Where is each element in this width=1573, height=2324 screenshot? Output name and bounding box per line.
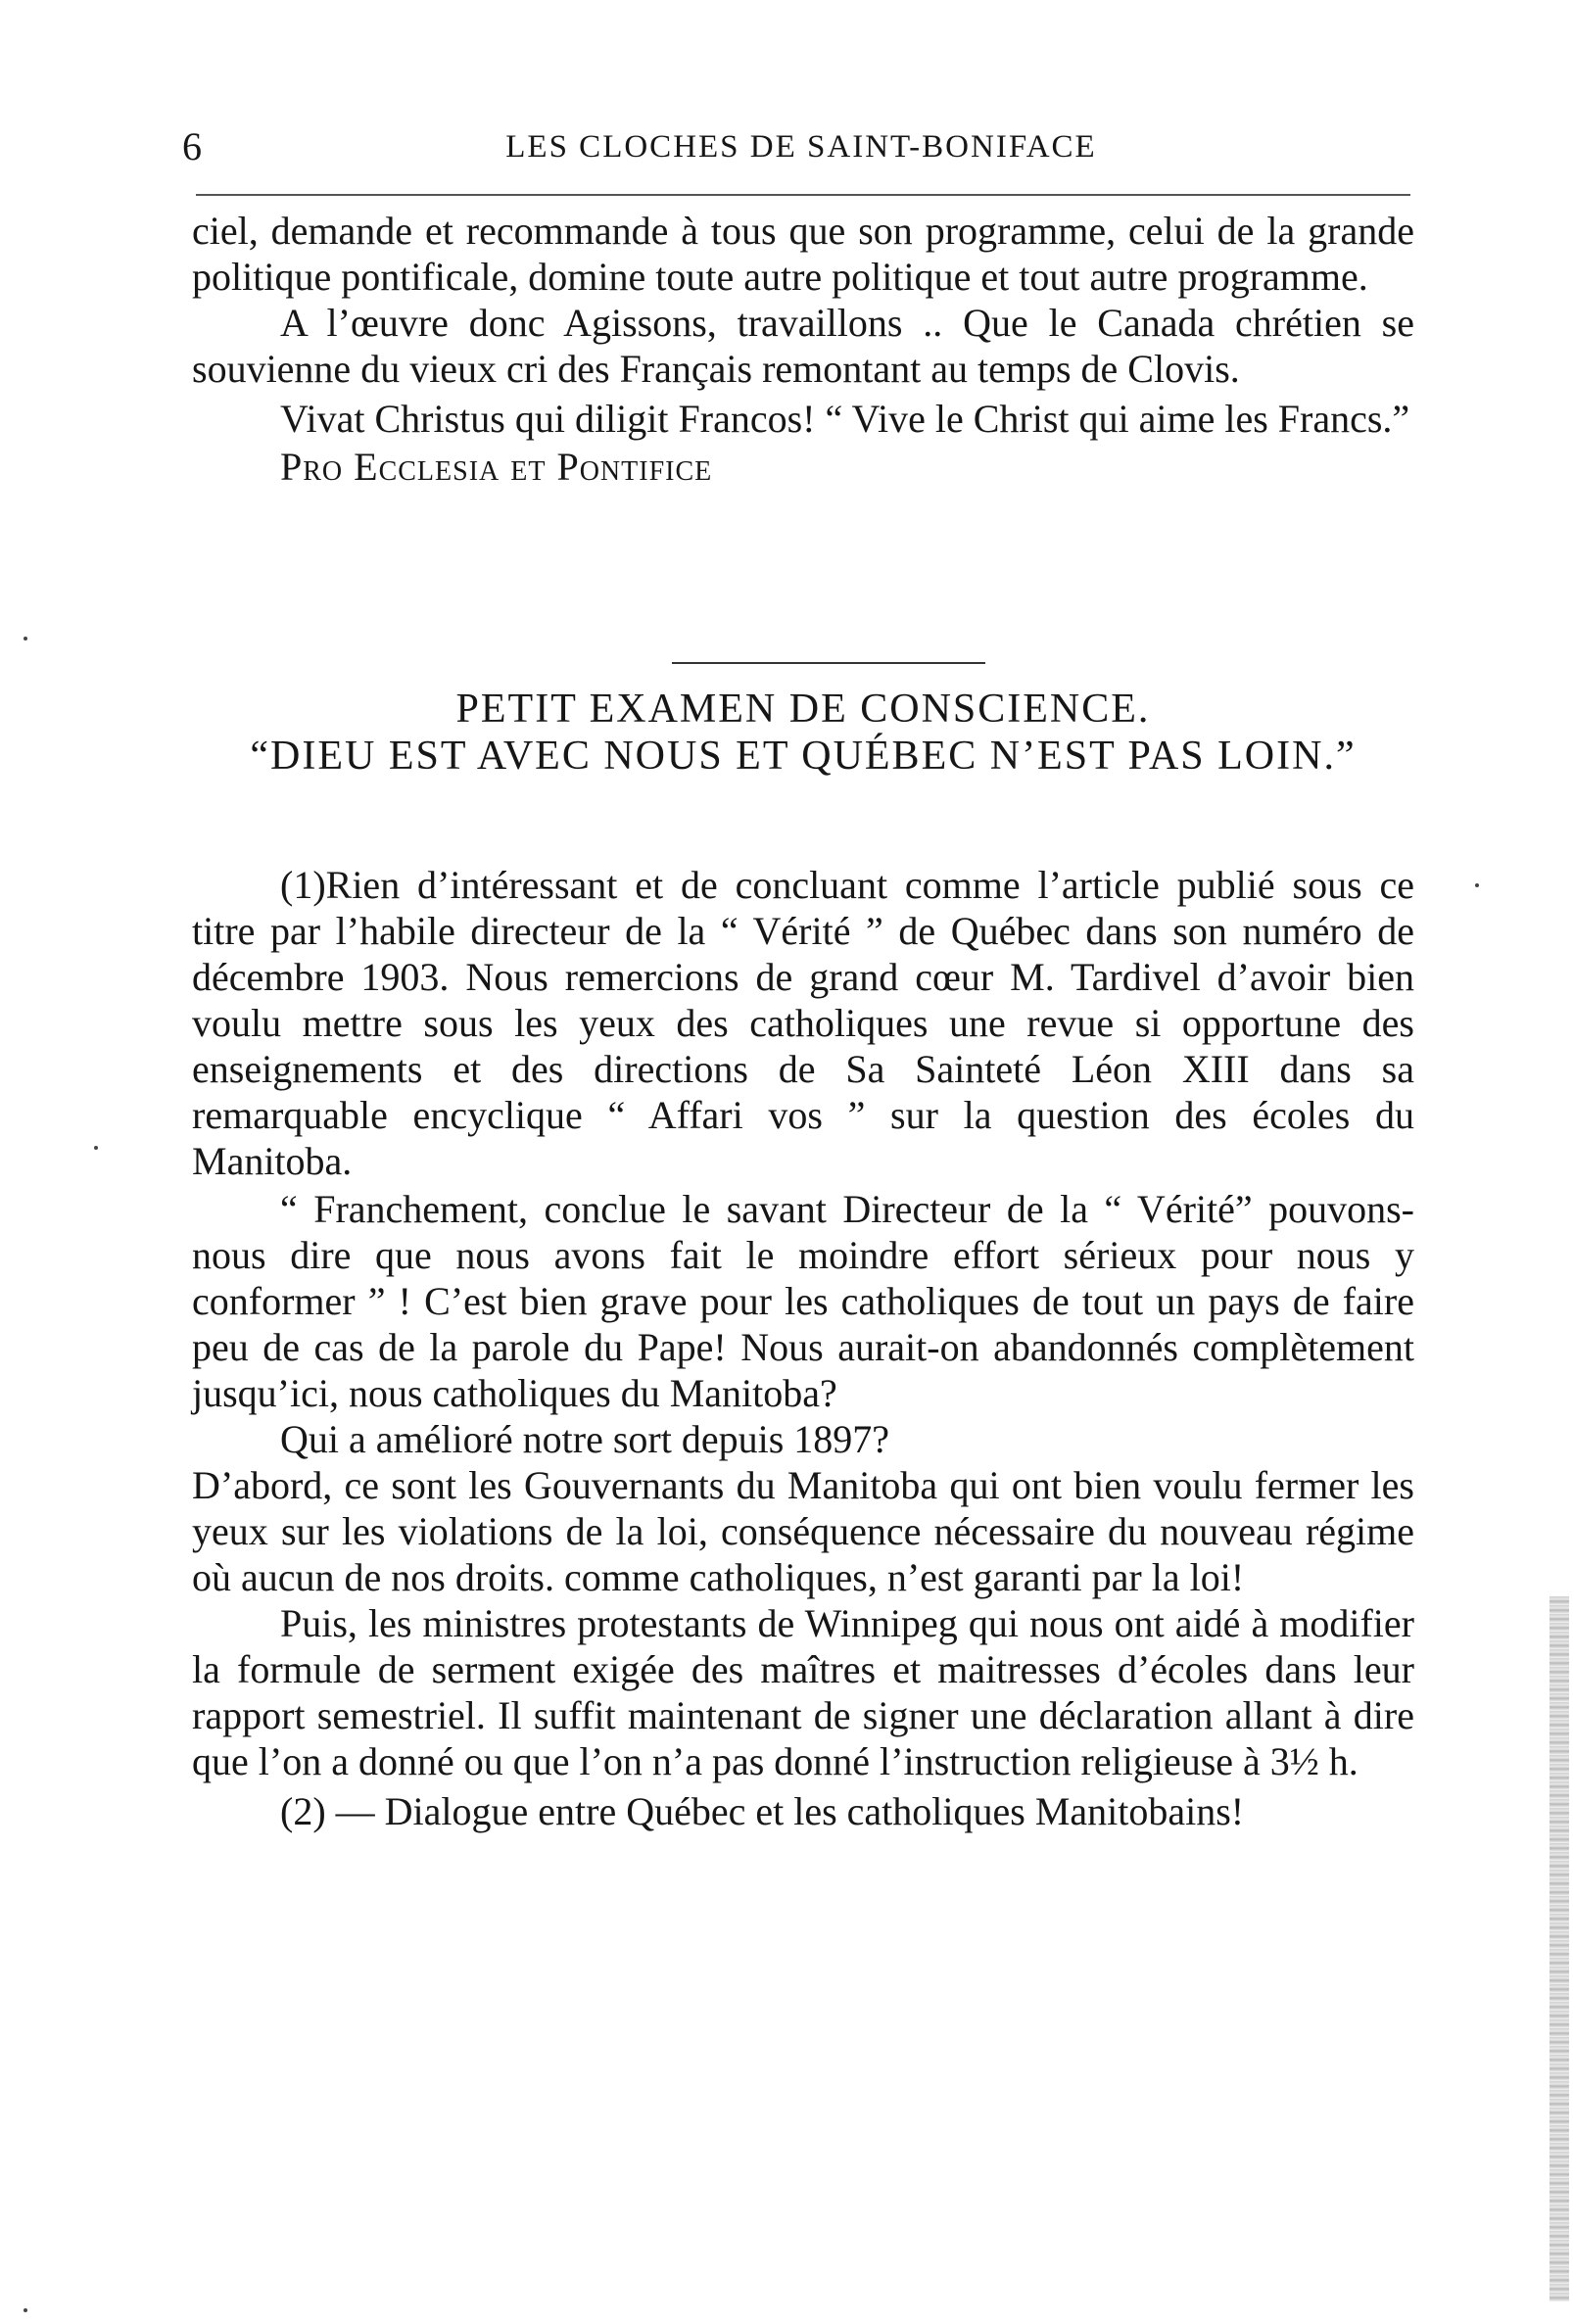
top-text-block bbox=[192, 208, 1414, 490]
page-number: 6 bbox=[182, 124, 202, 168]
paragraph: ciel, demande et recommande à tous que son programme, celui de la grande politique pontificale, domine toute autre politique et tout autre programme. bbox=[192, 209, 1414, 299]
paragraph: A l’œuvre donc Agissons, travaillons .. Que le Canada chrétien se souvienne du vieux cri des Français remontant au temps de Clovis. bbox=[192, 301, 1414, 391]
article-body bbox=[192, 862, 1414, 1834]
section-divider bbox=[672, 662, 985, 664]
running-title: LES CLOCHES DE SAINT-BONIFACE bbox=[505, 129, 1097, 165]
scan-speck bbox=[94, 1146, 98, 1150]
paragraph: D’abord, ce sont les Gouvernants du Manitoba qui ont bien voulu fermer les yeux sur les violations de la loi, conséquence nécessaire du nouveau régime où aucun de nos droits. comme catholiques, n’est garanti par la loi! bbox=[192, 1463, 1414, 1599]
paragraph: Puis, les ministres protestants de Winnipeg qui nous ont aidé à modifier la formule de serment exigée des maîtres et maitresses d’écoles dans leur rapport semestriel. Il suffit maintenant de signer une déclaration allant à dire que l’on a donné ou que l’on n’a pas donné l’instruction religieuse à 3½ h. bbox=[192, 1601, 1414, 1783]
scan-speck bbox=[24, 2308, 27, 2312]
scan-speck bbox=[1475, 883, 1479, 887]
paragraph: Vivat Christus qui diligit Francos! “ Vive le Christ qui aime les Francs.” bbox=[280, 397, 1410, 441]
article-title-line-2: “DIEU EST AVEC NOUS ET QUÉBEC N’EST PAS LOIN.” bbox=[250, 734, 1357, 779]
scan-edge-noise bbox=[1549, 1596, 1569, 2301]
article-title bbox=[192, 686, 1414, 780]
paragraph: (1)Rien d’intéressant et de concluant comme l’article publié sous ce titre par l’habile directeur de la “ Vérité ” de Québec dans son numéro de décembre 1903. Nous remercions de grand cœur M. Tardivel d’avoir bien voulu mettre sous les yeux des catholiques une revue si opportune des enseignements et des directions de Sa Sainteté Léon XIII dans sa remarquable encyclique “ Affari vos ” sur la question des écoles du Manitoba. bbox=[192, 863, 1414, 1183]
signature: Pro Ecclesia et Pontifice bbox=[280, 445, 713, 489]
scan-speck bbox=[24, 637, 27, 640]
header-rule bbox=[196, 194, 1410, 196]
paragraph: (2) — Dialogue entre Québec et les catholiques Manitobains! bbox=[280, 1789, 1245, 1833]
paragraph: Qui a amélioré notre sort depuis 1897? bbox=[280, 1417, 890, 1461]
page-header bbox=[182, 123, 1420, 172]
article-title-line-1: PETIT EXAMEN DE CONSCIENCE. bbox=[455, 687, 1151, 732]
paragraph: “ Franchement, conclue le savant Directeur de la “ Vérité” pouvons-nous dire que nous avons fait le moindre effort sérieux pour nous y conformer ” ! C’est bien grave pour les catholiques de tout un pays de faire peu de cas de la parole du Pape! Nous aurait-on abandonnés complètement jusqu’ici, nous catholiques du Manitoba? bbox=[192, 1187, 1414, 1415]
